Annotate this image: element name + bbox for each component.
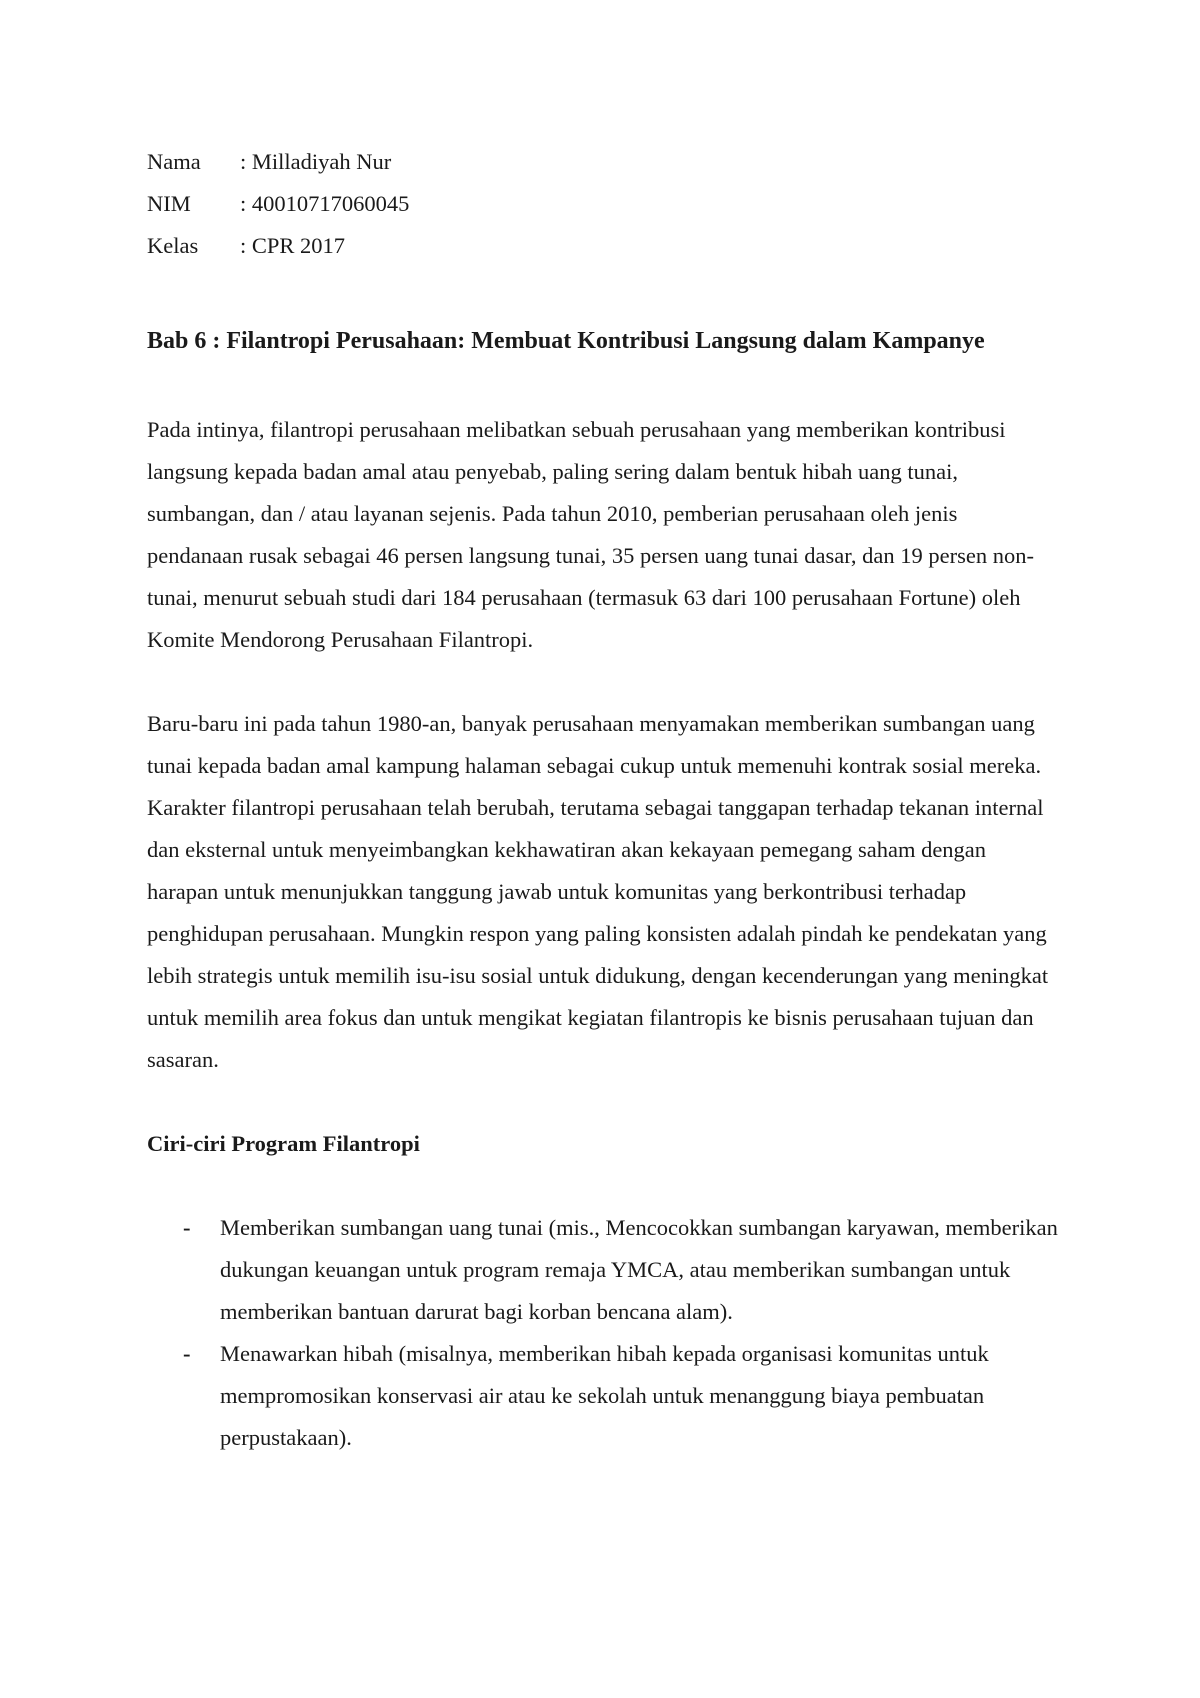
list-item-text: Menawarkan hibah (misalnya, memberikan hibah kepada organisasi komunitas untuk mempromosikan konservasi air atau ke sekolah untuk menanggung biaya pembuatan perpustakaan). — [220, 1341, 989, 1450]
chapter-title: Bab 6 : Filantropi Perusahaan: Membuat Kontribusi Langsung dalam Kampanye — [147, 328, 985, 354]
bullet-dash-icon: - — [183, 1341, 191, 1366]
bullet-list — [147, 1207, 1072, 1459]
info-label: Nama — [147, 149, 201, 174]
info-row-name — [147, 141, 1072, 183]
document-content — [147, 141, 1072, 1459]
info-label: NIM — [147, 191, 191, 216]
info-value: : CPR 2017 — [240, 233, 346, 258]
info-label: Kelas — [147, 233, 199, 258]
info-value: : Milladiyah Nur — [240, 149, 392, 174]
bullet-dash-icon: - — [183, 1215, 191, 1240]
list-item — [147, 1333, 1072, 1459]
info-row-nim — [147, 183, 1072, 225]
list-item-text: Memberikan sumbangan uang tunai (mis., Mencocokkan sumbangan karyawan, memberikan dukungan keuangan untuk program remaja YMCA, atau memberikan sumbangan untuk memberikan bantuan darurat bagi korban bencana alam). — [220, 1215, 1058, 1324]
list-item — [147, 1207, 1072, 1333]
body-paragraph: Pada intinya, filantropi perusahaan melibatkan sebuah perusahaan yang memberikan kontribusi langsung kepada badan amal atau penyebab, paling sering dalam bentuk hibah uang tunai, sumbangan, dan / atau layanan sejenis. Pada tahun 2010, pemberian perusahaan oleh jenis pendanaan rusak sebagai 46 persen langsung tunai, 35 persen uang tunai dasar, dan 19 persen non-tunai, menurut sebuah studi dari 184 perusahaan (termasuk 63 dari 100 perusahaan Fortune) oleh Komite Mendorong Perusahaan Filantropi. — [147, 417, 1034, 652]
info-row-kelas — [147, 225, 1072, 267]
section-heading: Ciri-ciri Program Filantropi — [147, 1131, 420, 1156]
body-paragraph: Baru-baru ini pada tahun 1980-an, banyak perusahaan menyamakan memberikan sumbangan uang tunai kepada badan amal kampung halaman sebagai cukup untuk memenuhi kontrak sosial mereka. Karakter filantropi perusahaan telah berubah, terutama sebagai tanggapan terhadap tekanan internal dan eksternal untuk menyeimbangkan kekhawatiran akan kekayaan pemegang saham dengan harapan untuk menunjukkan tanggung jawab untuk komunitas yang berkontribusi terhadap penghidupan perusahaan. Mungkin respon yang paling konsisten adalah pindah ke pendekatan yang lebih strategis untuk memilih isu-isu sosial untuk didukung, dengan kecenderungan yang meningkat untuk memilih area fokus dan untuk mengikat kegiatan filantropis ke bisnis perusahaan tujuan dan sasaran. — [147, 711, 1049, 1072]
student-info — [147, 141, 1072, 267]
info-value: : 40010717060045 — [240, 191, 410, 216]
